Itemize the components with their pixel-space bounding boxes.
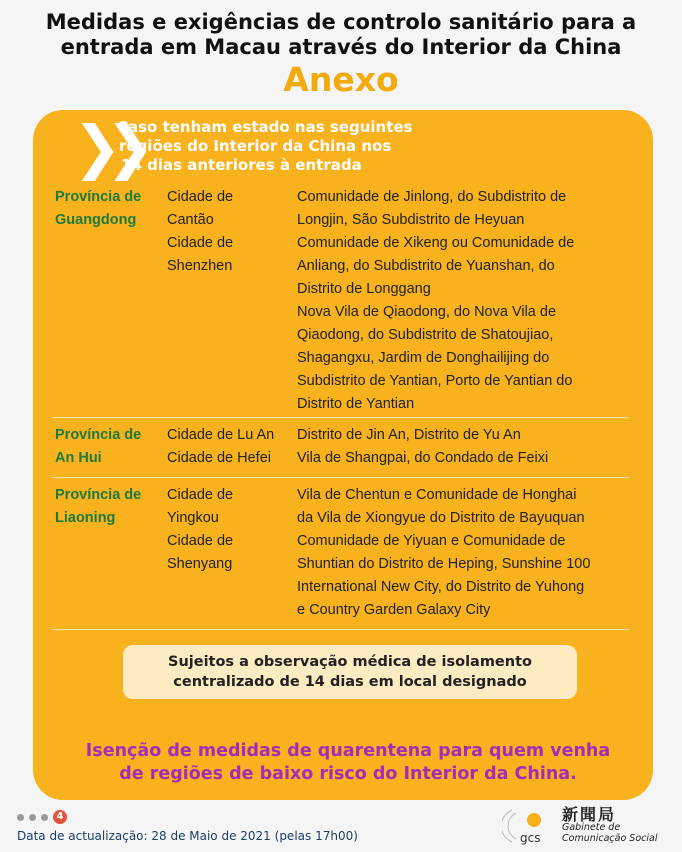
province-line-1: Província de xyxy=(55,427,142,443)
city-line: Shenyang xyxy=(167,556,233,572)
observation-notice xyxy=(123,645,577,699)
city-line: Cidade de xyxy=(167,533,234,549)
observation-line-1: Sujeitos a observação médica de isolamento xyxy=(168,654,532,670)
svg-text:gcs: gcs xyxy=(520,831,541,845)
page-dot xyxy=(29,814,36,821)
region-guangdong xyxy=(53,186,629,418)
update-date: Data de actualização: 28 de Maio de 2021 (pelas 17h00) xyxy=(17,829,358,843)
page-dot xyxy=(41,814,48,821)
province-line-1: Província de xyxy=(55,487,142,503)
area-line: Vila de Shangpai, do Condado de Feixi xyxy=(297,450,549,466)
area-line: Shuntian do Distrito de Heping, Sunshine 100 xyxy=(297,556,591,572)
city-line: Cidade de xyxy=(167,235,234,251)
page-title xyxy=(0,10,682,60)
area-list xyxy=(297,186,637,416)
area-line: Longjin, São Subdistrito de Heyuan xyxy=(297,212,525,228)
province-line-1: Província de xyxy=(55,189,142,205)
regions-card xyxy=(33,110,653,800)
area-line: Vila de Chentun e Comunidade de Honghai xyxy=(297,487,577,503)
gcs-logo-icon xyxy=(502,804,550,846)
exemption-line-2: de regiões de baixo risco do Interior da China. xyxy=(119,764,577,784)
page-indicator xyxy=(17,810,67,824)
province-name xyxy=(55,484,163,530)
area-line: Subdistrito de Yantian, Porto de Yantian do xyxy=(297,373,573,389)
area-list xyxy=(297,424,637,470)
title-line-1: Medidas e exigências de controlo sanitário para a xyxy=(45,10,637,34)
province-line-2: An Hui xyxy=(55,450,102,466)
city-line: Shenzhen xyxy=(167,258,233,274)
exemption-notice xyxy=(63,740,633,786)
area-line: e Country Garden Galaxy City xyxy=(297,602,491,618)
city-line: Yingkou xyxy=(167,510,219,526)
exemption-line-1: Isenção de medidas de quarentena para quem venha xyxy=(85,741,611,761)
area-list xyxy=(297,484,637,622)
province-name xyxy=(55,424,163,470)
area-line: Comunidade de Jinlong, do Subdistrito de xyxy=(297,189,567,205)
area-line: Distrito de Longgang xyxy=(297,281,431,297)
current-page-badge: 4 xyxy=(53,810,67,824)
area-line: Anliang, do Subdistrito de Yuanshan, do xyxy=(297,258,555,274)
city-list xyxy=(167,424,297,470)
area-line: Distrito de Jin An, Distrito de Yu An xyxy=(297,427,521,443)
page-dot xyxy=(17,814,24,821)
area-line: Distrito de Yantian xyxy=(297,396,415,412)
region-liaoning xyxy=(53,484,629,630)
area-line: International New City, do Distrito de Yuhong xyxy=(297,579,585,595)
double-chevron-icon: ❯❯ xyxy=(73,113,139,181)
card-heading-line-2: regiões do Interior da China nos xyxy=(119,137,392,155)
card-heading-line-3: 14 dias anteriores à entrada xyxy=(121,156,362,174)
area-line: Comunidade de Yiyuan e Comunidade de xyxy=(297,533,566,549)
area-line: Comunidade de Xikeng ou Comunidade de xyxy=(297,235,575,251)
area-line: Qiaodong, do Subdistrito de Shatoujiao, xyxy=(297,327,554,343)
city-line: Cidade de Hefei xyxy=(167,450,271,466)
city-line: Cidade de xyxy=(167,189,234,205)
area-line: da Vila de Xiongyue do Distrito de Bayuquan xyxy=(297,510,585,526)
card-heading xyxy=(117,118,477,175)
observation-line-2: centralizado de 14 dias em local designado xyxy=(173,674,527,690)
region-anhui xyxy=(53,424,629,478)
gcs-logo-portuguese xyxy=(562,822,657,844)
city-list xyxy=(167,186,297,278)
city-line: Cantão xyxy=(167,212,214,228)
city-line: Cidade de Lu An xyxy=(167,427,275,443)
title-line-2: entrada em Macau através do Interior da China xyxy=(60,35,622,59)
card-heading-line-1: Caso tenham estado nas seguintes xyxy=(117,118,413,136)
area-line: Nova Vila de Qiaodong, do Nova Vila de xyxy=(297,304,557,320)
annex-title: Anexo xyxy=(283,60,399,99)
gcs-logo-line-2: Comunicação Social xyxy=(562,833,658,844)
gcs-logo-chinese: 新聞局 xyxy=(562,805,617,824)
province-name xyxy=(55,186,163,232)
gcs-logo xyxy=(500,800,675,848)
gcs-logo-line-1: Gabinete de xyxy=(562,822,621,833)
city-line: Cidade de xyxy=(167,487,234,503)
province-line-2: Liaoning xyxy=(55,510,116,526)
area-line: Shagangxu, Jardim de Donghailijing do xyxy=(297,350,550,366)
city-list xyxy=(167,484,297,576)
province-line-2: Guangdong xyxy=(55,212,137,228)
